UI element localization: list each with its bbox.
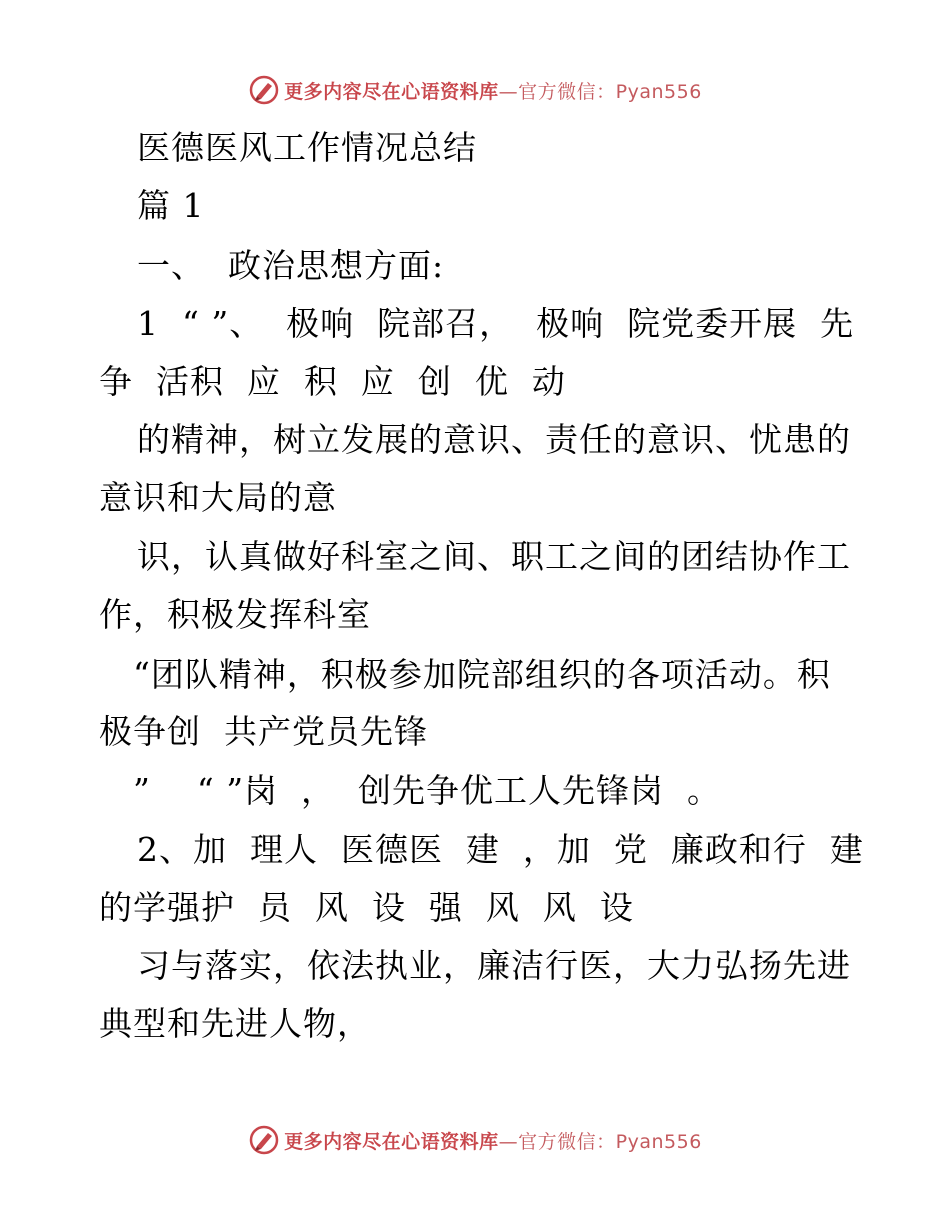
body-line: 的学强护 员 风 设 强 风 风 设 [99, 888, 634, 927]
body-line: 一、 政治思想方面: [137, 246, 445, 285]
body-line: 1 “ ”、 极响 院部召， 极响 院党委开展 先 [137, 304, 855, 343]
section-heading: 篇 1 [137, 186, 205, 225]
body-line: 2、加 理人 医德医 建 ，加 党 廉政和行 建 [137, 830, 864, 869]
pen-circle-logo-icon [248, 1124, 280, 1156]
body-line: 习与落实，依法执业，廉洁行医，大力弘扬先进 [137, 946, 851, 985]
body-line: ” “ ”岗 ， 创先争优工人先锋岗 。 [133, 771, 721, 810]
body-line: 意识和大局的意 [99, 478, 337, 517]
header-watermark [0, 72, 950, 108]
footer-watermark [0, 1122, 950, 1158]
body-line: “团队精神，积极参加院部组织的各项活动。积 [133, 655, 831, 694]
body-line: 识，认真做好科室之间、职工之间的团结协作工 [137, 537, 851, 576]
watermark-text: 更多内容尽在心语资料库—官方微信：Pyan556 [284, 80, 702, 103]
body-line: 争 活积 应 积 应 创 优 动 [99, 362, 566, 401]
body-line: 典型和先进人物， [99, 1004, 371, 1043]
body-line: 作，积极发挥科室 [99, 595, 371, 634]
pen-circle-logo-icon [248, 74, 280, 106]
document-title: 医德医风工作情况总结 [137, 128, 477, 167]
watermark-text: 更多内容尽在心语资料库—官方微信：Pyan556 [284, 1130, 702, 1153]
body-line: 的精神，树立发展的意识、责任的意识、忧患的 [137, 420, 851, 459]
body-line: 极争创 共产党员先锋 [99, 712, 428, 751]
